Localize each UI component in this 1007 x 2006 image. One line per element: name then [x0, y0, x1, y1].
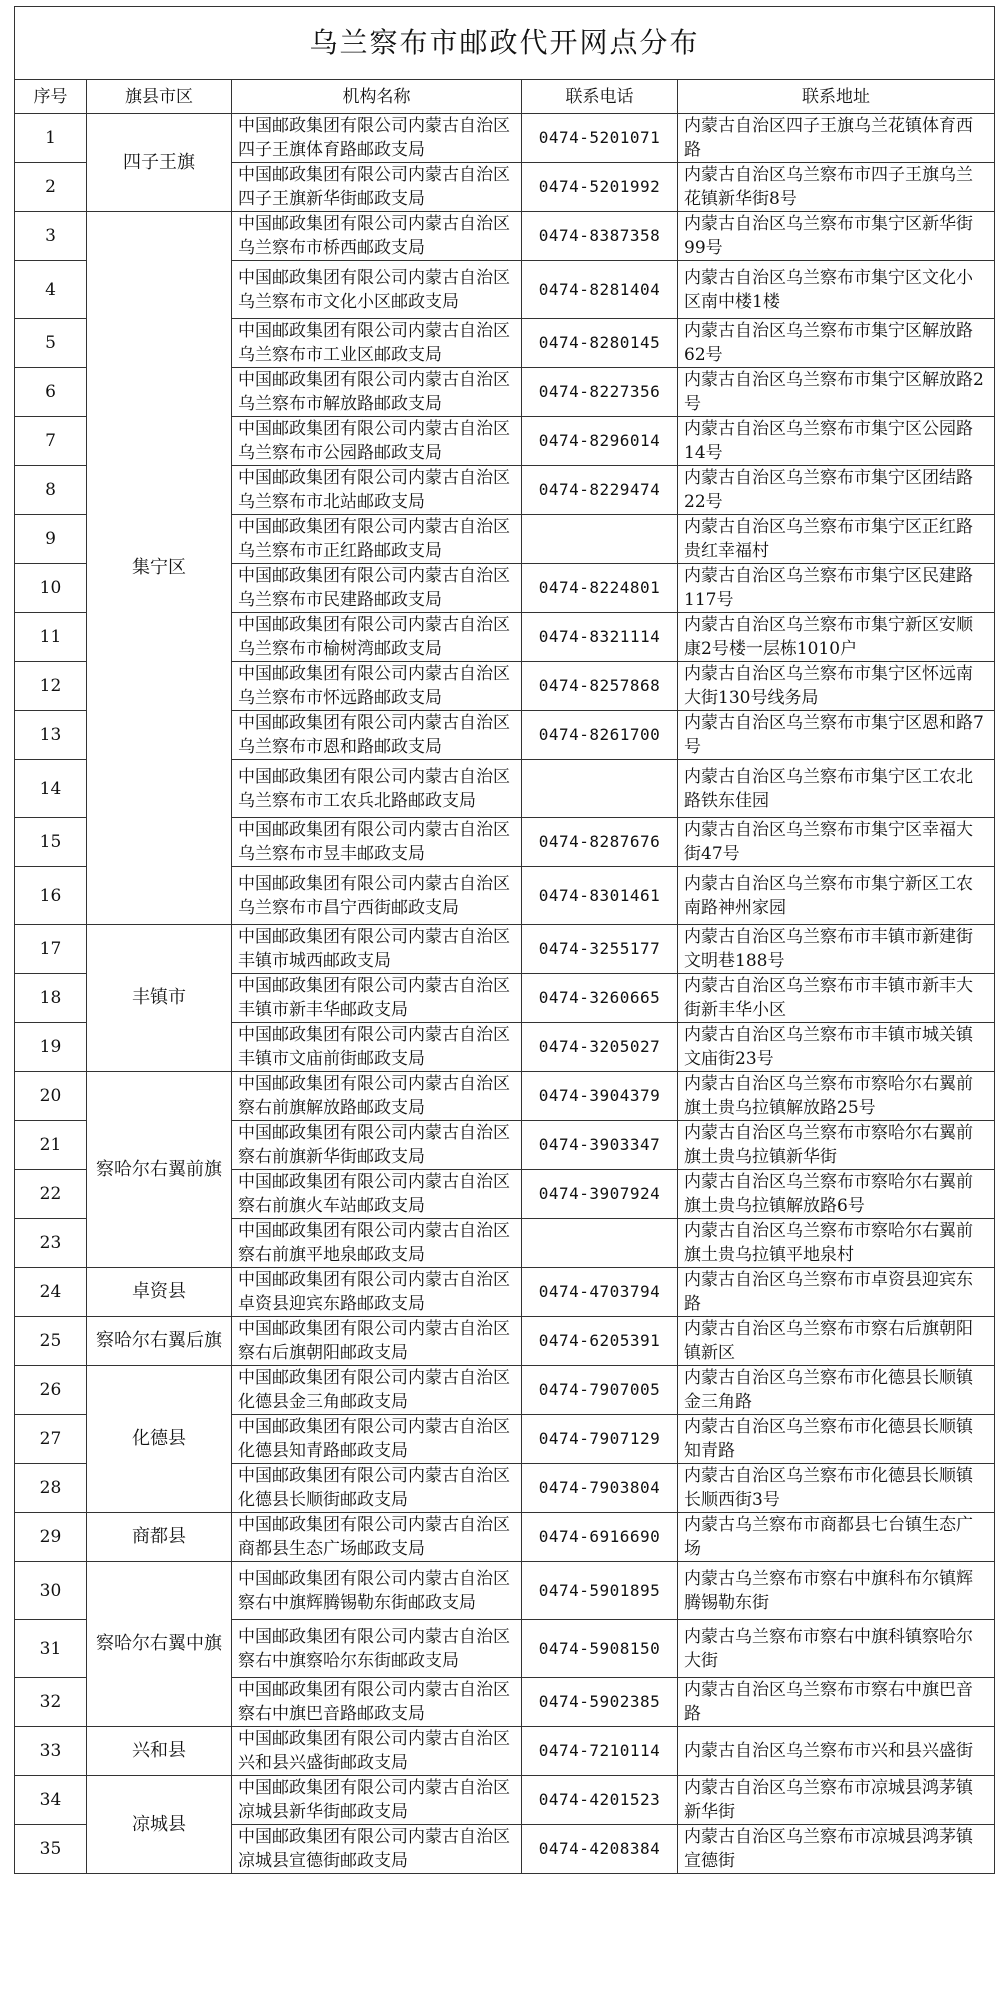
org-name: 中国邮政集团有限公司内蒙古自治区丰镇市新丰华邮政支局	[232, 974, 522, 1023]
header-index: 序号	[15, 80, 87, 114]
phone-number: 0474-5908150	[522, 1620, 678, 1678]
row-index: 6	[15, 368, 87, 417]
address: 内蒙古自治区乌兰察布市凉城县鸿茅镇新华街	[678, 1776, 995, 1825]
org-name: 中国邮政集团有限公司内蒙古自治区商都县生态广场邮政支局	[232, 1513, 522, 1562]
phone-number: 0474-3255177	[522, 925, 678, 974]
table-row	[15, 1268, 995, 1317]
org-name: 中国邮政集团有限公司内蒙古自治区乌兰察布市文化小区邮政支局	[232, 261, 522, 319]
table-row	[15, 925, 995, 974]
phone-number: 0474-7907129	[522, 1415, 678, 1464]
org-name: 中国邮政集团有限公司内蒙古自治区乌兰察布市民建路邮政支局	[232, 564, 522, 613]
org-name: 中国邮政集团有限公司内蒙古自治区乌兰察布市怀远路邮政支局	[232, 662, 522, 711]
address: 内蒙古自治区乌兰察布市集宁区公园路14号	[678, 417, 995, 466]
address: 内蒙古自治区乌兰察布市凉城县鸿茅镇宣德街	[678, 1825, 995, 1874]
org-name: 中国邮政集团有限公司内蒙古自治区兴和县兴盛街邮政支局	[232, 1727, 522, 1776]
row-index: 2	[15, 163, 87, 212]
district-cell: 商都县	[87, 1513, 232, 1562]
address: 内蒙古自治区乌兰察布市卓资县迎宾东路	[678, 1268, 995, 1317]
table-row	[15, 1317, 995, 1366]
phone-number: 0474-4208384	[522, 1825, 678, 1874]
address: 内蒙古乌兰察布市察右中旗科布尔镇辉腾锡勒东街	[678, 1562, 995, 1620]
address: 内蒙古自治区乌兰察布市集宁区正红路贵红幸福村	[678, 515, 995, 564]
address: 内蒙古自治区乌兰察布市丰镇市新建街文明巷188号	[678, 925, 995, 974]
header-address: 联系地址	[678, 80, 995, 114]
org-name: 中国邮政集团有限公司内蒙古自治区乌兰察布市昌宁西街邮政支局	[232, 867, 522, 925]
address: 内蒙古自治区乌兰察布市化德县长顺镇长顺西街3号	[678, 1464, 995, 1513]
row-index: 35	[15, 1825, 87, 1874]
district-cell: 凉城县	[87, 1776, 232, 1874]
address: 内蒙古乌兰察布市商都县七台镇生态广场	[678, 1513, 995, 1562]
row-index: 22	[15, 1170, 87, 1219]
row-index: 24	[15, 1268, 87, 1317]
district-cell: 卓资县	[87, 1268, 232, 1317]
phone-number: 0474-5201071	[522, 114, 678, 163]
org-name: 中国邮政集团有限公司内蒙古自治区化德县金三角邮政支局	[232, 1366, 522, 1415]
row-index: 32	[15, 1678, 87, 1727]
address: 内蒙古乌兰察布市察右中旗科镇察哈尔大街	[678, 1620, 995, 1678]
address: 内蒙古自治区乌兰察布市集宁区解放路2号	[678, 368, 995, 417]
row-index: 5	[15, 319, 87, 368]
org-name: 中国邮政集团有限公司内蒙古自治区乌兰察布市解放路邮政支局	[232, 368, 522, 417]
phone-number: 0474-8301461	[522, 867, 678, 925]
org-name: 中国邮政集团有限公司内蒙古自治区乌兰察布市工农兵北路邮政支局	[232, 760, 522, 818]
address: 内蒙古自治区乌兰察布市集宁区恩和路7号	[678, 711, 995, 760]
phone-number: 0474-7903804	[522, 1464, 678, 1513]
row-index: 23	[15, 1219, 87, 1268]
org-name: 中国邮政集团有限公司内蒙古自治区乌兰察布市北站邮政支局	[232, 466, 522, 515]
header-phone: 联系电话	[522, 80, 678, 114]
row-index: 25	[15, 1317, 87, 1366]
org-name: 中国邮政集团有限公司内蒙古自治区乌兰察布市昱丰邮政支局	[232, 818, 522, 867]
address: 内蒙古自治区乌兰察布市丰镇市城关镇文庙街23号	[678, 1023, 995, 1072]
row-index: 12	[15, 662, 87, 711]
row-index: 17	[15, 925, 87, 974]
phone-number: 0474-4201523	[522, 1776, 678, 1825]
row-index: 4	[15, 261, 87, 319]
row-index: 13	[15, 711, 87, 760]
phone-number: 0474-3205027	[522, 1023, 678, 1072]
district-cell: 化德县	[87, 1366, 232, 1513]
address: 内蒙古自治区乌兰察布市兴和县兴盛街	[678, 1727, 995, 1776]
district-cell: 察哈尔右翼后旗	[87, 1317, 232, 1366]
org-name: 中国邮政集团有限公司内蒙古自治区察右中旗巴音路邮政支局	[232, 1678, 522, 1727]
phone-number	[522, 760, 678, 818]
phone-number: 0474-4703794	[522, 1268, 678, 1317]
phone-number: 0474-6916690	[522, 1513, 678, 1562]
org-name: 中国邮政集团有限公司内蒙古自治区察右中旗辉腾锡勒东街邮政支局	[232, 1562, 522, 1620]
address: 内蒙古自治区乌兰察布市集宁区团结路22号	[678, 466, 995, 515]
phone-number: 0474-3260665	[522, 974, 678, 1023]
address: 内蒙古自治区乌兰察布市集宁新区工农南路神州家园	[678, 867, 995, 925]
address: 内蒙古自治区乌兰察布市集宁区民建路117号	[678, 564, 995, 613]
phone-number	[522, 515, 678, 564]
phone-number: 0474-8257868	[522, 662, 678, 711]
org-name: 中国邮政集团有限公司内蒙古自治区四子王旗新华街邮政支局	[232, 163, 522, 212]
address: 内蒙古自治区乌兰察布市集宁区怀远南大街130号线务局	[678, 662, 995, 711]
district-cell: 察哈尔右翼中旗	[87, 1562, 232, 1727]
row-index: 15	[15, 818, 87, 867]
org-name: 中国邮政集团有限公司内蒙古自治区四子王旗体育路邮政支局	[232, 114, 522, 163]
row-index: 31	[15, 1620, 87, 1678]
phone-number: 0474-5201992	[522, 163, 678, 212]
row-index: 27	[15, 1415, 87, 1464]
address: 内蒙古自治区四子王旗乌兰花镇体育西路	[678, 114, 995, 163]
phone-number: 0474-8229474	[522, 466, 678, 515]
address: 内蒙古自治区乌兰察布市集宁区幸福大街47号	[678, 818, 995, 867]
org-name: 中国邮政集团有限公司内蒙古自治区察右前旗平地泉邮政支局	[232, 1219, 522, 1268]
row-index: 11	[15, 613, 87, 662]
org-name: 中国邮政集团有限公司内蒙古自治区卓资县迎宾东路邮政支局	[232, 1268, 522, 1317]
district-cell: 察哈尔右翼前旗	[87, 1072, 232, 1268]
org-name: 中国邮政集团有限公司内蒙古自治区乌兰察布市公园路邮政支局	[232, 417, 522, 466]
org-name: 中国邮政集团有限公司内蒙古自治区察右中旗察哈尔东街邮政支局	[232, 1620, 522, 1678]
org-name: 中国邮政集团有限公司内蒙古自治区察右前旗新华街邮政支局	[232, 1121, 522, 1170]
address: 内蒙古自治区乌兰察布市化德县长顺镇知青路	[678, 1415, 995, 1464]
post-office-table	[14, 6, 995, 1874]
phone-number: 0474-7210114	[522, 1727, 678, 1776]
row-index: 29	[15, 1513, 87, 1562]
row-index: 1	[15, 114, 87, 163]
row-index: 7	[15, 417, 87, 466]
phone-number: 0474-6205391	[522, 1317, 678, 1366]
org-name: 中国邮政集团有限公司内蒙古自治区察右后旗朝阳邮政支局	[232, 1317, 522, 1366]
district-cell: 兴和县	[87, 1727, 232, 1776]
phone-number: 0474-8280145	[522, 319, 678, 368]
header-org-name: 机构名称	[232, 80, 522, 114]
phone-number: 0474-3903347	[522, 1121, 678, 1170]
row-index: 16	[15, 867, 87, 925]
header-row	[15, 80, 995, 114]
address: 内蒙古自治区乌兰察布市察右中旗巴音路	[678, 1678, 995, 1727]
address: 内蒙古自治区乌兰察布市察哈尔右翼前旗土贵乌拉镇平地泉村	[678, 1219, 995, 1268]
org-name: 中国邮政集团有限公司内蒙古自治区察右前旗解放路邮政支局	[232, 1072, 522, 1121]
address: 内蒙古自治区乌兰察布市察哈尔右翼前旗土贵乌拉镇解放路25号	[678, 1072, 995, 1121]
address: 内蒙古自治区乌兰察布市集宁新区安顺康2号楼一层栋1010户	[678, 613, 995, 662]
address: 内蒙古自治区乌兰察布市察哈尔右翼前旗土贵乌拉镇解放路6号	[678, 1170, 995, 1219]
district-cell: 集宁区	[87, 212, 232, 925]
page-title: 乌兰察布市邮政代开网点分布	[15, 7, 995, 80]
address: 内蒙古自治区乌兰察布市察哈尔右翼前旗土贵乌拉镇新华街	[678, 1121, 995, 1170]
org-name: 中国邮政集团有限公司内蒙古自治区丰镇市城西邮政支局	[232, 925, 522, 974]
phone-number: 0474-8227356	[522, 368, 678, 417]
org-name: 中国邮政集团有限公司内蒙古自治区化德县长顺街邮政支局	[232, 1464, 522, 1513]
org-name: 中国邮政集团有限公司内蒙古自治区凉城县新华街邮政支局	[232, 1776, 522, 1825]
phone-number: 0474-5902385	[522, 1678, 678, 1727]
phone-number: 0474-8321114	[522, 613, 678, 662]
address: 内蒙古自治区乌兰察布市察右后旗朝阳镇新区	[678, 1317, 995, 1366]
org-name: 中国邮政集团有限公司内蒙古自治区乌兰察布市榆树湾邮政支局	[232, 613, 522, 662]
row-index: 10	[15, 564, 87, 613]
table-row	[15, 1727, 995, 1776]
phone-number: 0474-3907924	[522, 1170, 678, 1219]
row-index: 30	[15, 1562, 87, 1620]
address: 内蒙古自治区乌兰察布市集宁区解放路62号	[678, 319, 995, 368]
table-row	[15, 1776, 995, 1825]
address: 内蒙古自治区乌兰察布市集宁区文化小区南中楼1楼	[678, 261, 995, 319]
row-index: 20	[15, 1072, 87, 1121]
address: 内蒙古自治区乌兰察布市集宁区工农北路铁东佳园	[678, 760, 995, 818]
row-index: 19	[15, 1023, 87, 1072]
phone-number: 0474-5901895	[522, 1562, 678, 1620]
address: 内蒙古自治区乌兰察布市丰镇市新丰大街新丰华小区	[678, 974, 995, 1023]
table-row	[15, 1366, 995, 1415]
org-name: 中国邮政集团有限公司内蒙古自治区乌兰察布市工业区邮政支局	[232, 319, 522, 368]
org-name: 中国邮政集团有限公司内蒙古自治区凉城县宣德街邮政支局	[232, 1825, 522, 1874]
row-index: 34	[15, 1776, 87, 1825]
phone-number	[522, 1219, 678, 1268]
row-index: 9	[15, 515, 87, 564]
table-row	[15, 114, 995, 163]
org-name: 中国邮政集团有限公司内蒙古自治区乌兰察布市恩和路邮政支局	[232, 711, 522, 760]
org-name: 中国邮政集团有限公司内蒙古自治区乌兰察布市桥西邮政支局	[232, 212, 522, 261]
address: 内蒙古自治区乌兰察布市四子王旗乌兰花镇新华街8号	[678, 163, 995, 212]
phone-number: 0474-8224801	[522, 564, 678, 613]
row-index: 33	[15, 1727, 87, 1776]
phone-number: 0474-8287676	[522, 818, 678, 867]
row-index: 3	[15, 212, 87, 261]
phone-number: 0474-8387358	[522, 212, 678, 261]
table-container	[14, 6, 994, 1874]
table-row	[15, 212, 995, 261]
table-row	[15, 1562, 995, 1620]
phone-number: 0474-3904379	[522, 1072, 678, 1121]
row-index: 18	[15, 974, 87, 1023]
header-district: 旗县市区	[87, 80, 232, 114]
district-cell: 丰镇市	[87, 925, 232, 1072]
org-name: 中国邮政集团有限公司内蒙古自治区乌兰察布市正红路邮政支局	[232, 515, 522, 564]
phone-number: 0474-7907005	[522, 1366, 678, 1415]
phone-number: 0474-8296014	[522, 417, 678, 466]
district-cell: 四子王旗	[87, 114, 232, 212]
phone-number: 0474-8281404	[522, 261, 678, 319]
table-row	[15, 1072, 995, 1121]
table-row	[15, 1513, 995, 1562]
org-name: 中国邮政集团有限公司内蒙古自治区丰镇市文庙前街邮政支局	[232, 1023, 522, 1072]
row-index: 14	[15, 760, 87, 818]
row-index: 8	[15, 466, 87, 515]
address: 内蒙古自治区乌兰察布市化德县长顺镇金三角路	[678, 1366, 995, 1415]
org-name: 中国邮政集团有限公司内蒙古自治区化德县知青路邮政支局	[232, 1415, 522, 1464]
row-index: 28	[15, 1464, 87, 1513]
table-body	[15, 114, 995, 1874]
row-index: 26	[15, 1366, 87, 1415]
row-index: 21	[15, 1121, 87, 1170]
phone-number: 0474-8261700	[522, 711, 678, 760]
address: 内蒙古自治区乌兰察布市集宁区新华街99号	[678, 212, 995, 261]
org-name: 中国邮政集团有限公司内蒙古自治区察右前旗火车站邮政支局	[232, 1170, 522, 1219]
